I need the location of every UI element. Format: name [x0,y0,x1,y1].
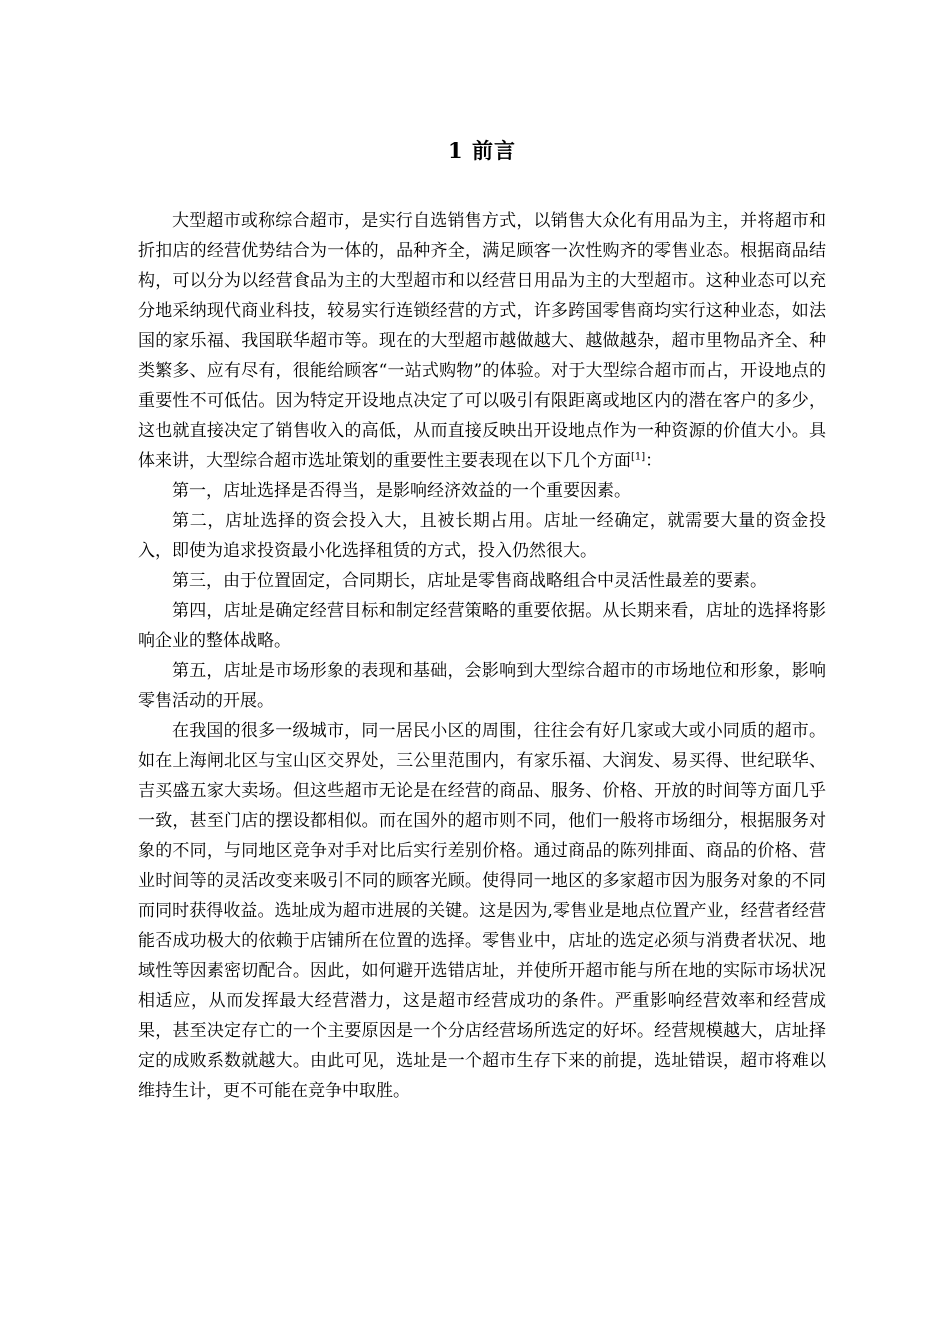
paragraph-conclusion: 在我国的很多一级城市，同一居民小区的周围，往往会有好几家或大或小同质的超市。如在上海闸北区与宝山区交界处，三公里范围内，有家乐福、大润发、易买得、世纪联华、吉买盛五家大卖场。但这些超市无论是在经营的商品、服务、价格、开放的时间等方面几乎一致，甚至门店的摆设都相似。而在国外的超市则不同，他们一般将市场细分，根据服务对象的不同，与同地区竞争对手对比后实行差别价格。通过商品的陈列排面、商品的价格、营业时间等的灵活改变来吸引不同的顾客光顾。使得同一地区的多家超市因为服务对象的不同而同时获得收益。选址成为超市进展的关键。这是因为,零售业是地点位置产业，经营者经营能否成功极大的依赖于店铺所在位置的选择。零售业中，店址的选定必须与消费者状况、地域性等因素密切配合。因此，如何避开选错店址，并使所开超市能与所在地的实际市场状况相适应，从而发挥最大经营潜力，这是超市经营成功的条件。严重影响经营效率和经营成果，甚至决定存亡的一个主要原因是一个分店经营场所选定的好坏。经营规模越大，店址择定的成败系数就越大。由此可见，选址是一个超市生存下来的前提，选址错误，超市将难以维持生计，更不可能在竞争中取胜。 [138,721,826,1101]
paragraph-point-3: 第三，由于位置固定，合同期长，店址是零售商战略组合中灵活性最差的要素。 [172,571,767,591]
paragraph-point-4: 第四，店址是确定经营目标和制定经营策略的重要依据。从长期来看，店址的选择将影响企业的整体战略。 [138,601,826,651]
paragraph-point-5: 第五，店址是市场形象的表现和基础，会影响到大型综合超市的市场地位和形象，影响零售活动的开展。 [138,661,826,711]
section-body [138,206,826,1106]
paragraph-intro-suffix: ： [645,451,663,471]
citation-marker: [1] [631,451,646,463]
section-heading: 1 前言 [448,138,516,163]
paragraph-point-1: 第一，店址选择是否得当，是影响经济效益的一个重要因素。 [172,481,631,501]
paragraph-intro [138,206,826,476]
paragraph-intro-text: 大型超市或称综合超市，是实行自选销售方式，以销售大众化有用品为主，并将超市和折扣店的经营优势结合为一体的，品种齐全，满足顾客一次性购齐的零售业态。根据商品结构，可以分为以经营食品为主的大型超市和以经营日用品为主的大型超市。这种业态可以充分地采纳现代商业科技，较易实行连锁经营的方式，许多跨国零售商均实行这种业态，如法国的家乐福、我国联华超市等。现在的大型超市越做越大、越做越杂，超市里物品齐全、种类繁多、应有尽有，很能给顾客“一站式购物”的体验。对于大型综合超市而占，开设地点的重要性不可低估。因为特定开设地点决定了可以吸引有限距离或地区内的潜在客户的多少，这也就直接决定了销售收入的高低，从而直接反映出开设地点作为一种资源的价值大小。具体来讲，大型综合超市选址策划的重要性主要表现在以下几个方面 [138,211,826,471]
paragraph-point-2: 第二，店址选择的资会投入大，且被长期占用。店址一经确定，就需要大量的资金投入，即使为追求投资最小化选择租赁的方式，投入仍然很大。 [138,511,826,561]
